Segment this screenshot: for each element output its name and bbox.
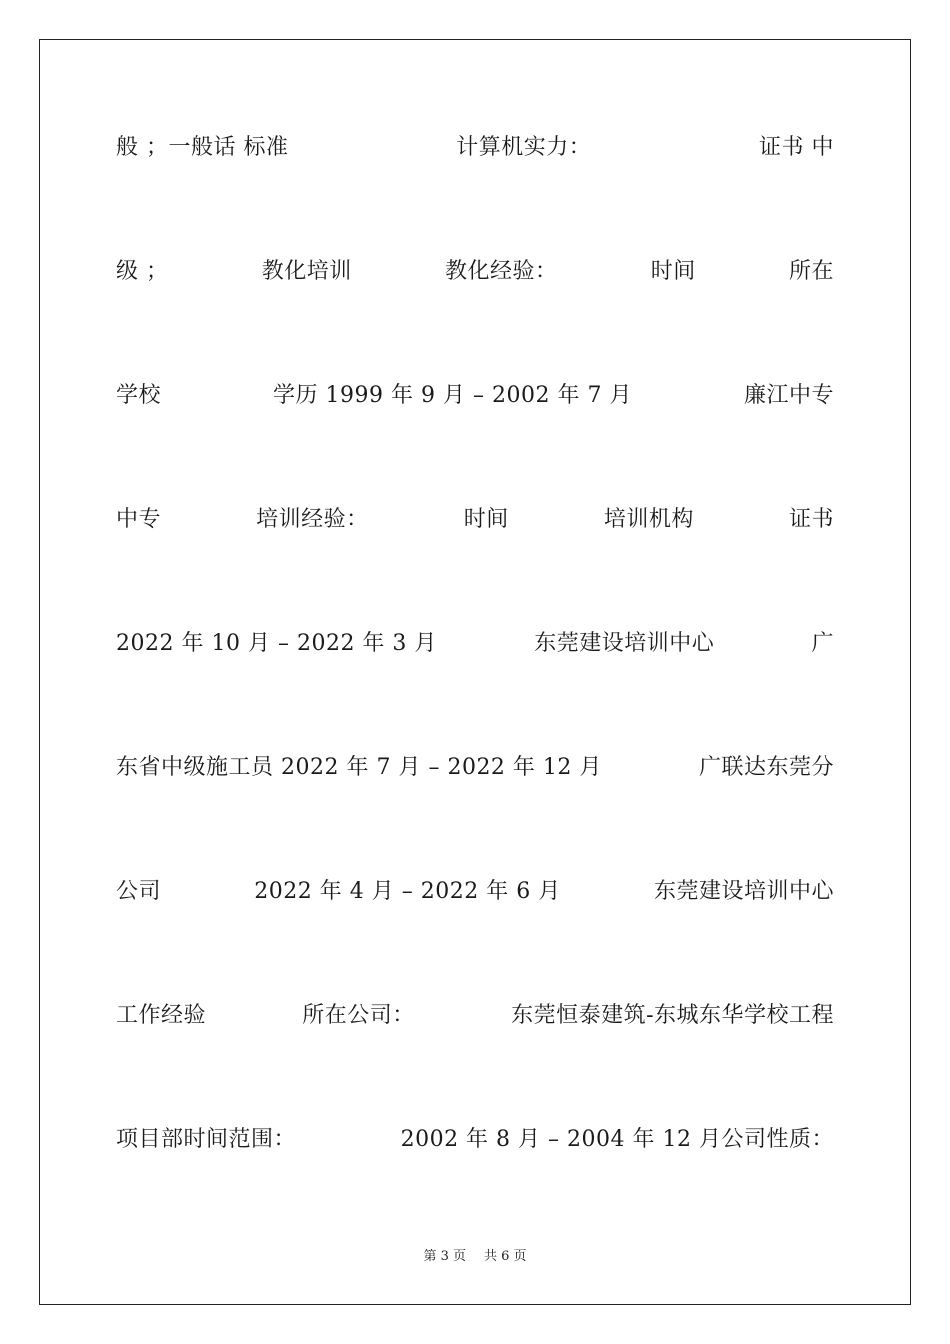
text-fragment: 项目部时间范围： xyxy=(116,1127,297,1152)
text-line-2 xyxy=(116,252,834,376)
page-footer xyxy=(0,1245,950,1264)
page-number: 第 3 页 xyxy=(423,1249,466,1264)
text-fragment: 级 ； xyxy=(116,259,169,284)
text-fragment: 培训经验： xyxy=(256,507,369,532)
text-fragment: 培训机构 xyxy=(603,507,694,532)
text-line-4 xyxy=(116,500,834,624)
text-fragment: 2022 年 10 月 – 2022 年 3 月 xyxy=(116,631,437,656)
page-count: 共 6 页 xyxy=(484,1249,527,1264)
text-line-1 xyxy=(116,128,834,252)
text-fragment: 证书 xyxy=(788,507,834,532)
text-fragment: 所在公司： xyxy=(302,1003,415,1028)
text-line-8 xyxy=(116,996,834,1120)
text-fragment: 学历 1999 年 9 月 – 2002 年 7 月 xyxy=(273,383,632,408)
text-line-3 xyxy=(116,376,834,500)
text-fragment: 教化经验： xyxy=(444,259,558,284)
text-fragment: 广联达东莞分 xyxy=(698,755,834,780)
text-fragment: 计算机实力： xyxy=(456,135,592,160)
text-fragment: 证书 中 xyxy=(758,135,834,160)
document-body xyxy=(116,128,834,1244)
text-fragment: 中专 xyxy=(116,507,162,532)
text-fragment: 般 ；一般话 标准 xyxy=(116,135,289,160)
text-fragment: 公司 xyxy=(116,879,162,904)
text-fragment: 教化培训 xyxy=(261,259,352,284)
text-fragment: 时间 xyxy=(463,507,509,532)
text-line-9 xyxy=(116,1120,834,1244)
text-fragment: 时间 xyxy=(650,259,696,284)
text-fragment: 东省中级施工员 2022 年 7 月 – 2022 年 12 月 xyxy=(116,755,602,780)
text-line-7 xyxy=(116,872,834,996)
text-fragment: 东莞建设培训中心 xyxy=(653,879,834,904)
text-fragment: 廉江中专 xyxy=(743,383,834,408)
text-fragment: 2002 年 8 月 – 2004 年 12 月公司性质： xyxy=(400,1127,834,1152)
text-line-5 xyxy=(116,624,834,748)
text-fragment: 学校 xyxy=(116,383,162,408)
text-fragment: 2022 年 4 月 – 2022 年 6 月 xyxy=(254,879,561,904)
text-fragment: 所在 xyxy=(788,259,834,284)
text-fragment: 广 xyxy=(811,631,834,656)
text-fragment: 东莞恒泰建筑-东城东华学校工程 xyxy=(511,1003,834,1028)
text-fragment: 工作经验 xyxy=(116,1003,207,1028)
text-line-6 xyxy=(116,748,834,872)
text-fragment: 东莞建设培训中心 xyxy=(534,631,715,656)
